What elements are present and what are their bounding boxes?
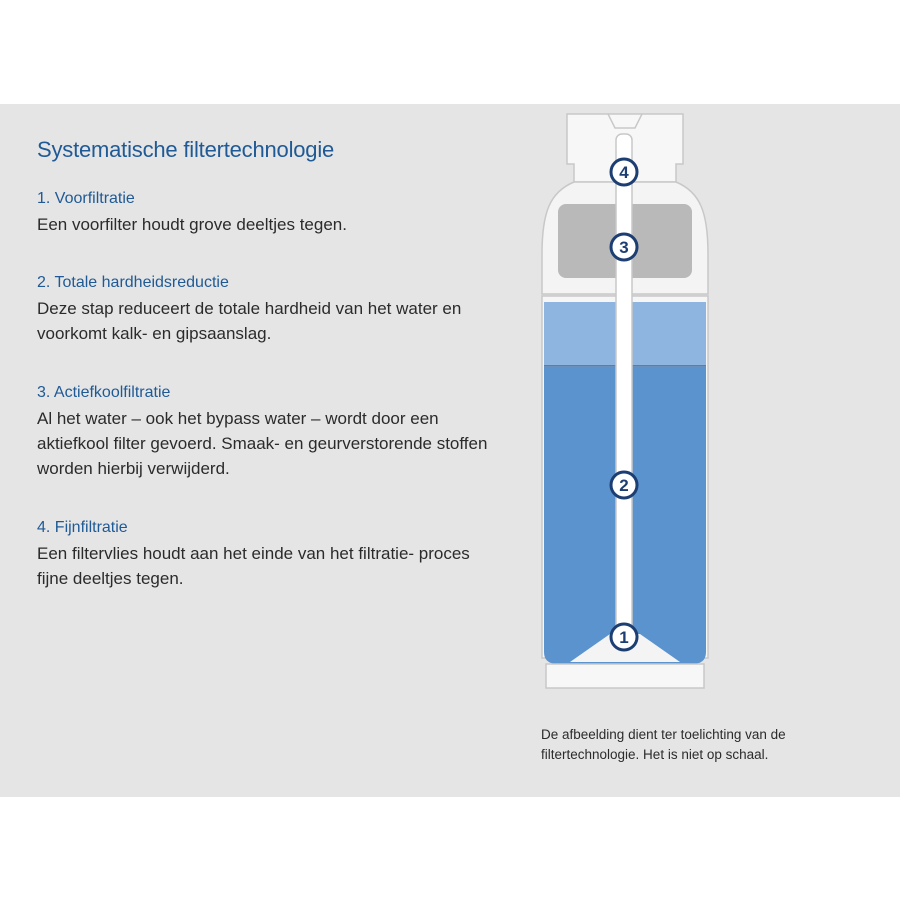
step-3 — [37, 382, 517, 481]
step-2-body: Deze stap reduceert de totale hardheid van het water en voorkomt kalk- en gipsaanslag. — [37, 299, 462, 343]
filter-cartridge-diagram — [520, 104, 720, 704]
step-2 — [37, 272, 517, 346]
step-1 — [37, 188, 517, 237]
marker-2 — [611, 472, 637, 498]
step-4-body: Een filtervlies houdt aan het einde van het filtratie- proces fijne deeltjes tegen. — [37, 544, 470, 588]
step-4 — [37, 517, 517, 591]
step-1-body: Een voorfilter houdt grove deeltjes tegen. — [37, 215, 347, 234]
step-4-heading: 4. Fijnfiltratie — [37, 519, 128, 536]
central-tube — [616, 134, 632, 644]
cartridge-base — [546, 664, 704, 688]
marker-4 — [611, 159, 637, 185]
marker-1 — [611, 624, 637, 650]
svg-text:2: 2 — [619, 476, 629, 495]
svg-text:4: 4 — [619, 163, 629, 182]
step-3-heading: 3. Actiefkoolfiltratie — [37, 384, 171, 401]
step-2-heading: 2. Totale hardheidsreductie — [37, 274, 229, 291]
page-title: Systematische filtertechnologie — [37, 136, 335, 162]
step-1-heading: 1. Voorfiltratie — [37, 190, 135, 207]
diagram-caption: De afbeelding dient ter toelichting van de filtertechnologie. Het is niet op schaal. — [541, 727, 786, 762]
svg-text:1: 1 — [619, 628, 629, 647]
svg-text:3: 3 — [619, 238, 629, 257]
step-3-body: Al het water – ook het bypass water – wordt door een aktiefkool filter gevoerd. Smaak- en geurverstorende stoffen worden hierbij verwijderd. — [37, 409, 488, 478]
marker-3 — [611, 234, 637, 260]
